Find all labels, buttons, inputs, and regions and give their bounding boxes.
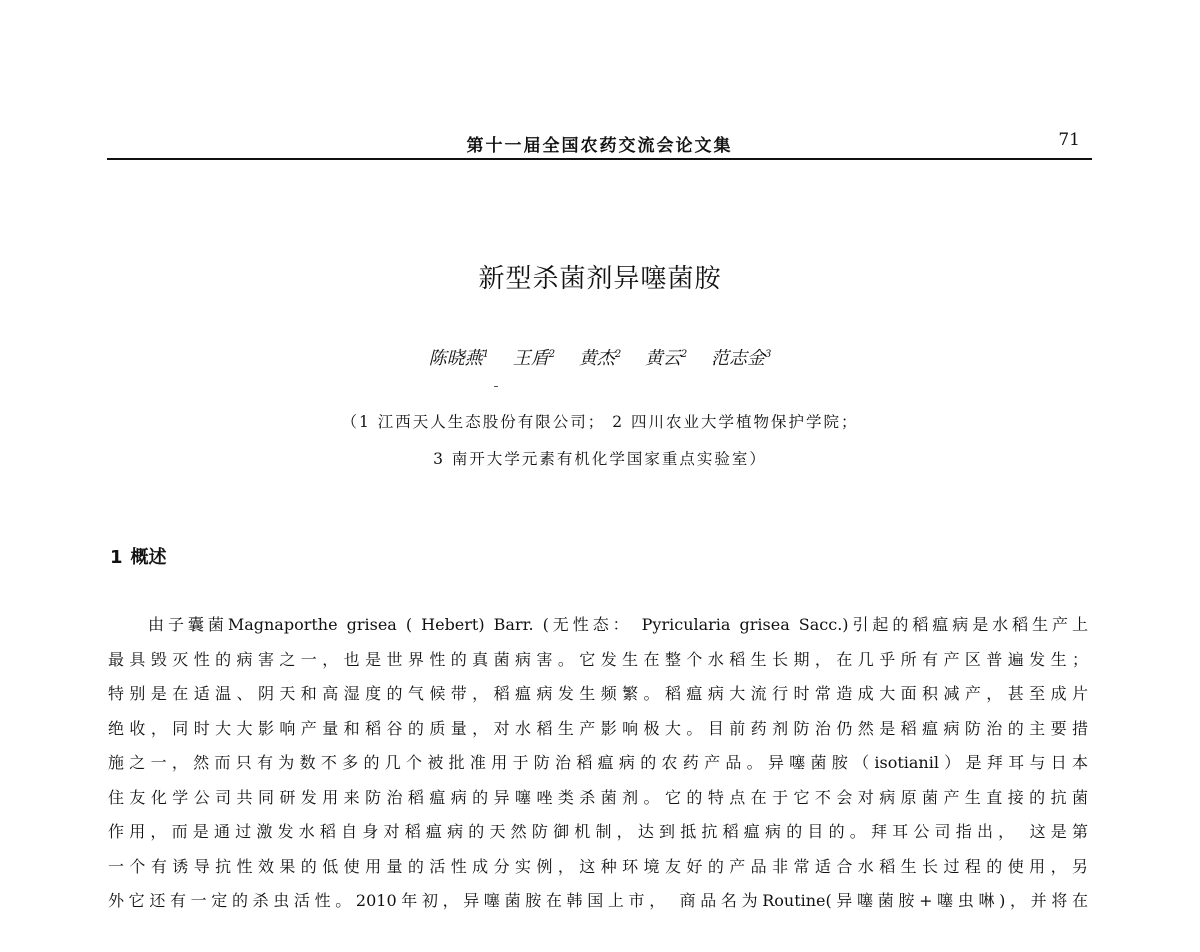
paragraph-line: 一个有诱导抗性效果的低使用量的活性成分实例，这种环境友好的产品非常适合水稻生长过程的使用，另	[108, 856, 1088, 876]
affiliation-line: （1 江西天人生态股份有限公司； 2 四川农业大学植物保护学院；	[341, 413, 859, 431]
paragraph-line: 最具毁灭性的病害之一，也是世界性的真菌病害。它发生在整个水稻生长期，在几乎所有产区普遍发生；	[108, 649, 1088, 669]
author: 范志金$^3$	[711, 348, 772, 369]
paragraph-line: 由子囊菌Magnaporthe grisea ( Hebert) Barr. (无性态： Pyricularia grisea Sacc.)引起的稻瘟病是水稻生产上	[148, 615, 1088, 634]
paragraph-line: 施之一，然而只有为数不多的几个被批准用于防治稻瘟病的农药产品。异噻菌胺（isotianil）是拜耳与日本	[108, 753, 1088, 772]
running-header	[107, 128, 1092, 160]
paragraph-line: 绝收，同时大大影响产量和稻谷的质量，对水稻生产影响极大。目前药剂防治仍然是稻瘟病防治的主要措	[108, 718, 1088, 738]
paragraph-line: 特别是在适温、阴天和高湿度的气候带，稻瘟病发生频繁。稻瘟病大流行时常造成大面积减产，甚至成片	[108, 684, 1088, 703]
running-title: 第十一届全国农药交流会论文集	[466, 136, 733, 156]
author: 王盾$^2$	[512, 348, 556, 369]
section-title: 概述	[130, 547, 167, 568]
paragraph-line: 外它还有一定的杀虫活性。2010年初，异噻菌胺在韩国上市， 商品名为Routine(异噻菌胺+噻虫啉)，并将在	[108, 891, 1088, 910]
author: 陈晓燕$^1$	[428, 348, 489, 369]
author-list	[0, 344, 1200, 370]
page-number: 71	[1058, 130, 1080, 150]
author: 黄杰$^2$	[578, 348, 622, 369]
paragraph-line: 作用，而是通过激发水稻自身对稻瘟病的天然防御机制，达到抵抗稻瘟病的目的。拜耳公司指出， 这是第	[108, 822, 1088, 841]
section-number: 1	[110, 547, 123, 568]
body-paragraph	[108, 608, 1088, 919]
print-speck	[494, 386, 498, 387]
affiliation-line: 3 南开大学元素有机化学国家重点实验室）	[433, 450, 767, 468]
section-heading	[110, 543, 167, 569]
paragraph-line: 住友化学公司共同研发用来防治稻瘟病的异噻唑类杀菌剂。它的特点在于它不会对病原菌产生直接的抗菌	[108, 787, 1088, 807]
author: 黄云$^2$	[644, 348, 688, 369]
paper-title: 新型杀菌剂异噻菌胺	[478, 264, 722, 294]
